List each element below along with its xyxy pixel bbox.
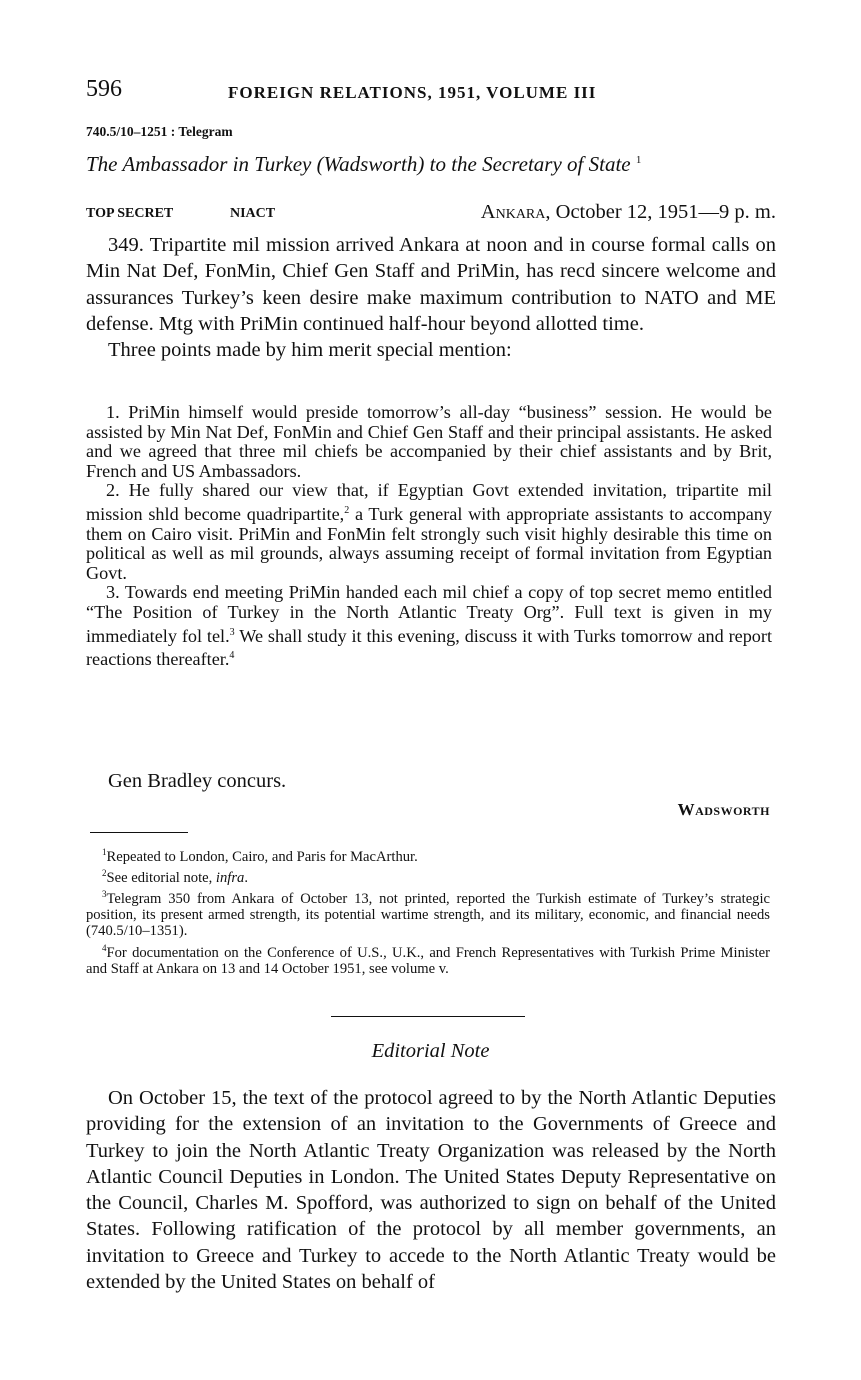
point-3	[86, 583, 772, 670]
document-title-text: The Ambassador in Turkey (Wadsworth) to the Secretary of State	[86, 152, 631, 176]
page-header	[86, 76, 776, 110]
footnote-text: See editorial note,	[106, 869, 216, 886]
place: Ankara	[480, 201, 546, 223]
section-divider	[331, 1016, 525, 1017]
point-3-part-b: We shall study it this evening, discuss it with Turks tomorrow and report reactions thereafter.	[86, 625, 772, 670]
document-meta	[86, 200, 776, 230]
date: , October 12, 1951—9 p. m.	[545, 201, 776, 223]
running-head: FOREIGN RELATIONS, 1951, VOLUME III	[228, 83, 597, 102]
page-number: 596	[86, 76, 122, 102]
footnote-ref-1: 1	[635, 154, 642, 166]
footnote-ref-3: 3	[229, 626, 235, 638]
point-1: 1. PriMin himself would preside tomorrow’s all-day “business” session. He would be assisted by Min Nat Def, FonMin and Chief Gen Staff and their principal assistants. He asked and we agreed that three mil chiefs be accompanied by their chief assistants and by Brit, French and US Ambassadors.	[86, 402, 772, 481]
paragraph-main: 349. Tripartite mil mission arrived Ankara at noon and in course formal calls on Min Nat Def, FonMin, Chief Gen Staff and PriMin, has recd sincere welcome and assurances Turkey’s keen desire make maximum contribution to NATO and ME defense. Mtg with PriMin continued half-hour beyond allotted time.	[86, 234, 776, 335]
concurrence-line: Gen Bradley concurs.	[108, 770, 287, 792]
point-2	[86, 481, 772, 583]
paragraph-points-intro: Three points made by him merit special mention:	[108, 339, 512, 362]
footnote-ref-2: 2	[344, 504, 350, 516]
footnote-1	[86, 844, 770, 865]
footnote-text-end: .	[244, 869, 248, 886]
footnote-mark: 4	[102, 942, 107, 953]
telegram-points	[86, 403, 772, 670]
place-date	[481, 201, 776, 224]
footnotes	[86, 844, 770, 977]
footnote-text: Repeated to London, Cairo, and Paris for MacArthur.	[106, 848, 418, 865]
point-2-part-b: a Turk general with appropriate assistants to accompany them on Cairo visit. PriMin and FonMin felt strongly such visit highly desirable this time on political as well as mil grounds, always assuming receipt of formal invitation from Egyptian Govt.	[86, 504, 772, 583]
footnote-ref-4: 4	[229, 650, 235, 662]
footnote-text: Telegram 350 from Ankara of October 13, not printed, reported the Turkish estimate of Turkey’s strategic position, its present armed strength, its potential wartime strength, and its military, economic, and financial needs (740.5/10–1351).	[86, 890, 770, 940]
signature: Wadsworth	[677, 800, 770, 819]
point-2-part-a: 2. He fully shared our view that, if Egyptian Govt extended invitation, tripartite mil mission shld become quadripartite,	[86, 480, 772, 525]
editorial-note-text: On October 15, the text of the protocol agreed to by the North Atlantic Deputies providing for the extension of an invitation to the Governments of Greece and Turkey to join the North Atlantic Treaty Organization was released by the North Atlantic Council Deputies in London. The United States Deputy Representative on the Council, Charles M. Spofford, was authorized to sign on behalf of the United States. Following ratification of the protocol by all member governments, an invitation to Greece and Turkey to accede to the North Atlantic Treaty would be extended by the United States on behalf of	[86, 1087, 776, 1294]
editorial-note	[86, 1085, 776, 1295]
footnote-mark: 3	[102, 889, 107, 900]
document-title	[86, 152, 786, 177]
footnote-mark: 2	[102, 868, 107, 879]
classification: TOP SECRET	[86, 206, 174, 221]
footnote-divider	[90, 832, 188, 833]
telegram-intro	[86, 232, 776, 363]
footnote-3	[86, 886, 770, 939]
footnote-text: For documentation on the Conference of U.S., U.K., and French Representatives with Turkish Prime Minister and Staff at Ankara on 13 and 14 October 1951, see volume v.	[86, 944, 770, 977]
point-3-part-a: 3. Towards end meeting PriMin handed each mil chief a copy of top secret memo entitled “The Position of Turkey in the North Atlantic Treaty Org”. Full text is given in my immediately fol tel.	[86, 582, 772, 646]
document-reference: 740.5/10–1251 : Telegram	[86, 124, 233, 139]
footnote-mark: 1	[102, 847, 107, 857]
footnote-italic: infra	[215, 869, 245, 886]
footnote-2	[86, 865, 770, 886]
editorial-note-title: Editorial Note	[371, 1040, 490, 1062]
priority: NIACT	[230, 206, 276, 221]
footnote-4	[86, 940, 770, 977]
